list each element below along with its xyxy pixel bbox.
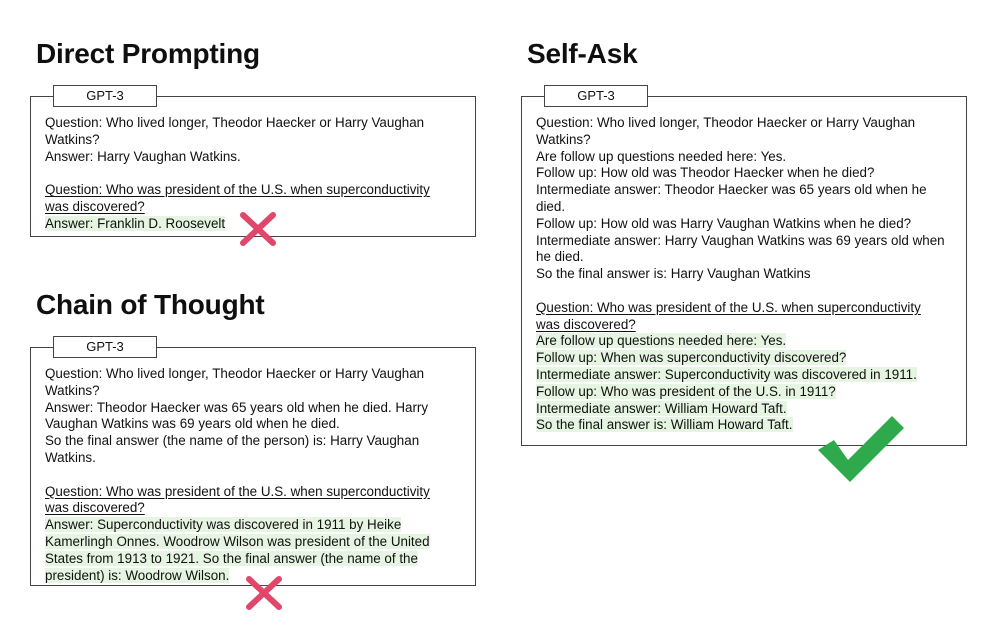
text-line: Watkins? — [45, 131, 100, 147]
question-text: Question: Who was president of the U.S. when superconductivity — [536, 299, 921, 315]
model-answer: States from 1913 to 1921. So the final answer (the name of the — [45, 550, 418, 566]
text-line: Answer: Harry Vaughan Watkins. — [45, 148, 241, 164]
model-answer: Answer: Superconductivity was discovered in 1911 by Heike — [45, 517, 402, 533]
chain-of-thought-panel — [30, 339, 476, 586]
text-line: So the final answer is: Harry Vaughan Watkins — [536, 266, 811, 282]
question-text: was discovered? — [45, 198, 145, 214]
text-line: Answer: Theodor Haecker was 65 years old when he died. Harry — [45, 399, 429, 415]
model-answer: So the final answer is: William Howard Taft. — [536, 417, 793, 433]
text-line — [536, 350, 962, 367]
text-line — [536, 300, 962, 317]
text-line: So the final answer (the name of the person) is: Harry Vaughan — [45, 433, 420, 449]
text-line — [45, 500, 471, 517]
text-line — [536, 367, 962, 384]
self-ask-title: Self-Ask — [527, 38, 638, 69]
question-text: Question: Who was president of the U.S. when superconductivity — [45, 483, 430, 499]
model-answer: Intermediate answer: Superconductivity was discovered in 1911. — [536, 366, 917, 382]
question-text: was discovered? — [536, 316, 636, 332]
panel-text — [536, 115, 962, 434]
model-tag: GPT-3 — [53, 85, 157, 107]
text-line — [45, 517, 471, 534]
text-line — [45, 484, 471, 501]
text-line: died. — [536, 198, 566, 214]
cross-icon — [244, 575, 284, 611]
panel-text — [45, 366, 471, 584]
direct-prompting-title: Direct Prompting — [36, 38, 260, 69]
model-answer: Follow up: When was superconductivity discovered? — [536, 350, 847, 366]
check-icon — [812, 410, 908, 486]
model-tag: GPT-3 — [544, 85, 648, 107]
text-line: Are follow up questions needed here: Yes. — [536, 148, 787, 164]
text-line — [45, 534, 471, 551]
text-line: Watkins. — [45, 449, 96, 465]
text-line: Follow up: How old was Harry Vaughan Watkins when he died? — [536, 215, 912, 231]
text-line: Question: Who lived longer, Theodor Haecker or Harry Vaughan — [45, 115, 425, 130]
model-answer: Kamerlingh Onnes. Woodrow Wilson was president of the United — [45, 533, 430, 549]
model-answer: president) is: Woodrow Wilson. — [45, 567, 230, 583]
text-line: Vaughan Watkins was 69 years old when he died. — [45, 416, 340, 432]
question-text: Question: Who was president of the U.S. when superconductivity — [45, 182, 430, 198]
text-line — [536, 317, 962, 334]
model-answer: Intermediate answer: William Howard Taft. — [536, 400, 787, 416]
question-text: was discovered? — [45, 500, 145, 516]
text-line: Question: Who lived longer, Theodor Haecker or Harry Vaughan — [536, 115, 916, 130]
text-line: Follow up: How old was Theodor Haecker when he died? — [536, 165, 875, 181]
text-line — [536, 384, 962, 401]
chain-of-thought-title: Chain of Thought — [36, 289, 265, 320]
text-line: Intermediate answer: Harry Vaughan Watkins was 69 years old when — [536, 232, 945, 248]
text-line — [45, 551, 471, 568]
text-line: Intermediate answer: Theodor Haecker was 65 years old when he — [536, 182, 927, 198]
model-tag: GPT-3 — [53, 336, 157, 358]
text-line: Watkins? — [45, 382, 100, 398]
self-ask-panel — [521, 88, 967, 446]
cross-icon — [238, 211, 278, 247]
text-line: Question: Who lived longer, Theodor Haecker or Harry Vaughan — [45, 366, 425, 381]
text-line: he died. — [536, 249, 584, 265]
model-answer: Answer: Franklin D. Roosevelt — [45, 215, 226, 231]
text-line: Watkins? — [536, 131, 591, 147]
model-answer: Are follow up questions needed here: Yes. — [536, 333, 787, 349]
model-answer: Follow up: Who was president of the U.S. in 1911? — [536, 383, 836, 399]
text-line — [536, 333, 962, 350]
text-line — [45, 182, 471, 199]
